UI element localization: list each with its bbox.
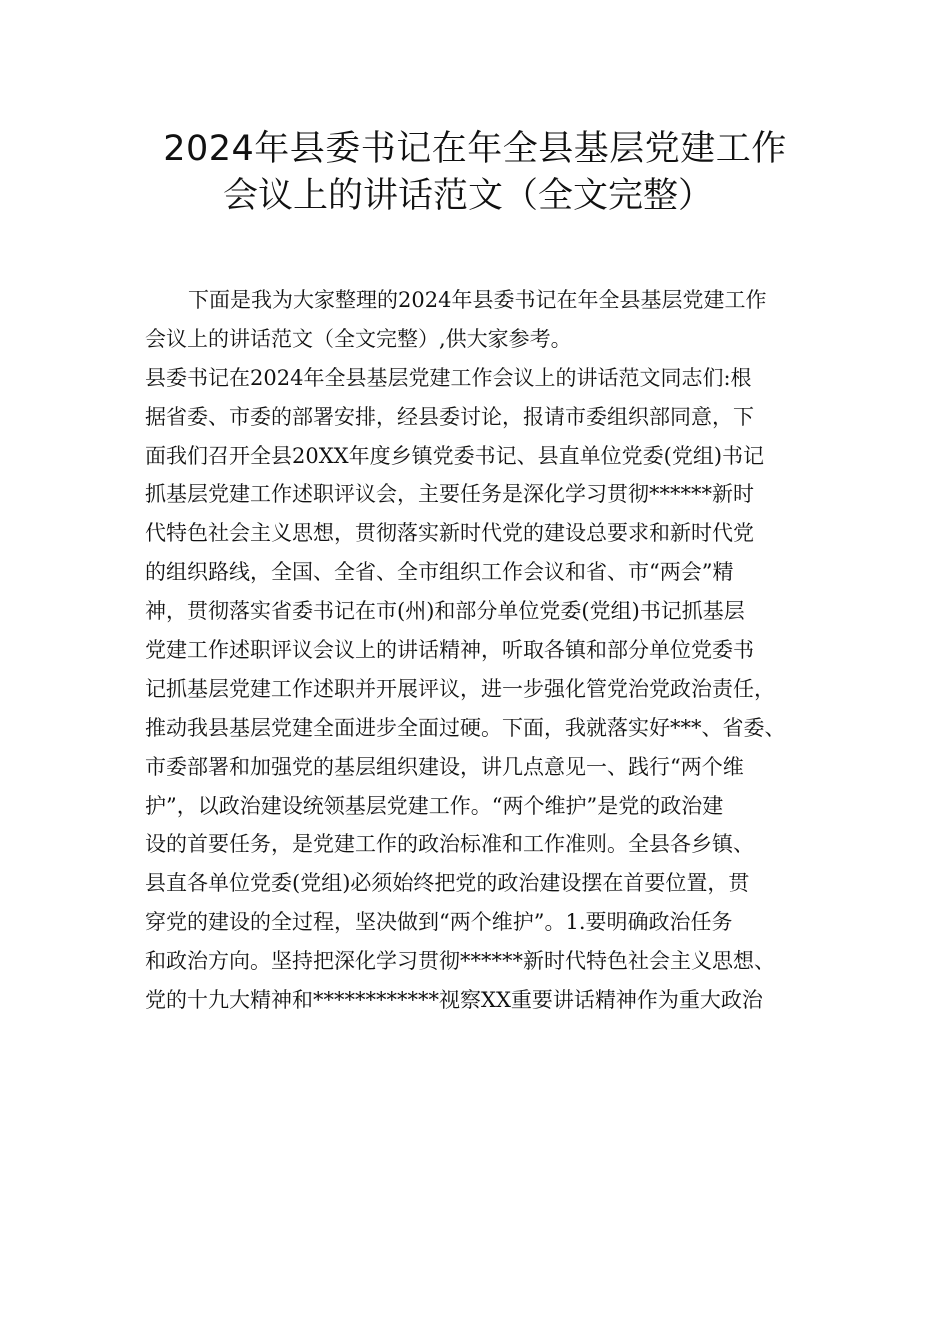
body-line: 抓基层党建工作述职评议会，主要任务是深化学习贯彻******新时 — [145, 482, 754, 507]
body-line: 会议上的讲话范文（全文完整）,供大家参考。 — [145, 326, 572, 351]
body-line: 推动我县基层党建全面进步全面过硬。下面，我就落实好***、省委、 — [145, 715, 786, 740]
body-line: 护”，以政治建设统领基层党建工作。“两个维护”是党的政治建 — [145, 793, 724, 818]
title-line-1: 2024年县委书记在年全县基层党建工作 — [163, 129, 787, 169]
document-title — [0, 126, 950, 220]
body-line: 设的首要任务，是党建工作的政治标准和工作准则。全县各乡镇、 — [145, 832, 754, 857]
body-line: 神，贯彻落实省委书记在市(州)和部分单位党委(党组)书记抓基层 — [145, 599, 745, 624]
body-line: 县直各单位党委(党组)必须始终把党的政治建设摆在首要位置，贯 — [145, 871, 750, 896]
body-line: 记抓基层党建工作述职并开展评议，进一步强化管党治党政治责任， — [145, 676, 775, 701]
body-line: 党建工作述职评议会议上的讲话精神，听取各镇和部分单位党委书 — [145, 638, 754, 663]
body-line: 下面是我为大家整理的2024年县委书记在年全县基层党建工作 — [188, 288, 767, 312]
title-line-2: 会议上的讲话范文（全文完整） — [222, 176, 713, 216]
body-line: 面我们召开全县20XX年度乡镇党委书记、县直单位党委(党组)书记 — [145, 443, 765, 468]
body-line: 党的十九大精神和************视察XX重要讲话精神作为重大政治 — [145, 988, 763, 1013]
body-line: 据省委、市委的部署安排，经县委讨论，报请市委组织部同意，下 — [145, 404, 754, 429]
document-body — [0, 281, 950, 1020]
body-line: 代特色社会主义思想，贯彻落实新时代党的建设总要求和新时代党 — [145, 521, 754, 546]
body-line: 市委部署和加强党的基层组织建设，讲几点意见一、践行“两个维 — [145, 754, 744, 779]
body-line: 穿党的建设的全过程，坚决做到“两个维护”。1.要明确政治任务 — [145, 910, 733, 935]
body-line: 县委书记在2024年全县基层党建工作会议上的讲话范文同志们:根 — [145, 365, 752, 390]
body-line: 和政治方向。坚持把深化学习贯彻******新时代特色社会主义思想、 — [145, 949, 775, 974]
body-line: 的组织路线，全国、全省、全市组织工作会议和省、市“两会”精 — [145, 560, 734, 585]
